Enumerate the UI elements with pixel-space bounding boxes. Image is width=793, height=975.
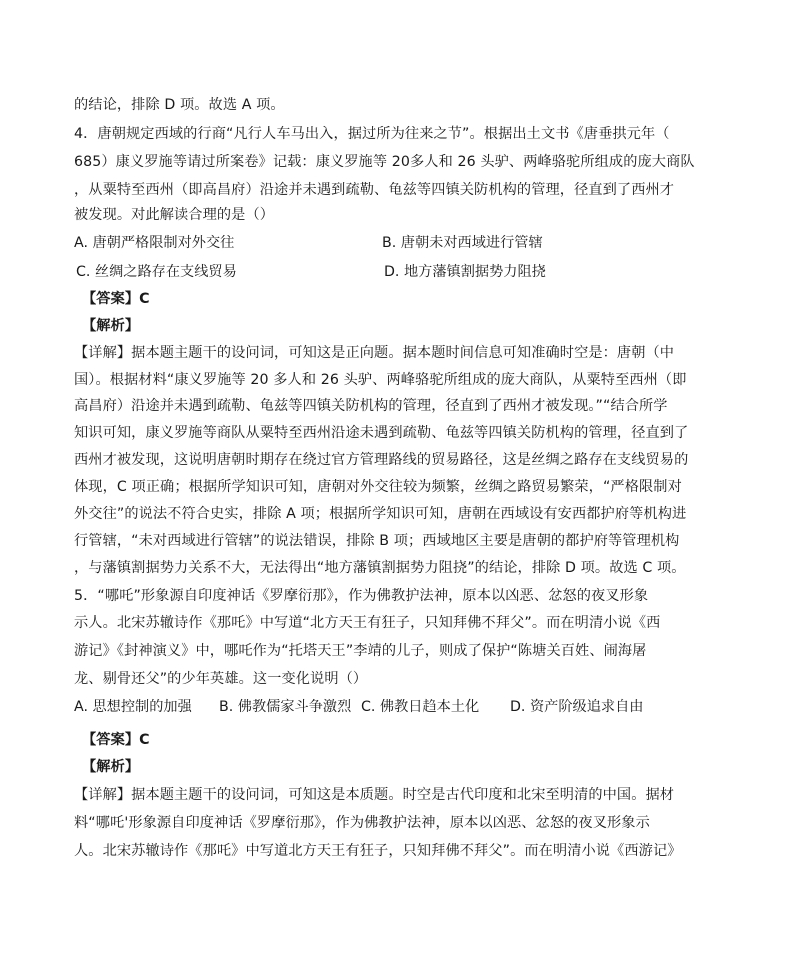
q5-option-c: C. 佛教日趋本土化 xyxy=(361,699,480,715)
q4-option-d: D. 地方藩镇割据势力阻挠 xyxy=(384,264,546,280)
q4-option-a: A. 唐朝严格限制对外交往 xyxy=(74,235,235,251)
q4-analysis-label: 【解析】 xyxy=(82,318,140,334)
q5-stem-line-3: 游记》《封神演义》中，哪吒作为“托塔天王”李靖的儿子，则成了保护“陈塘关百姓、闹海屠 xyxy=(74,643,647,659)
q4-detail-line-3: 高昌府）沿途并未遇到疏勒、龟兹等四镇关防机构的管理，径直到了西州才被发现。”“结合所学 xyxy=(74,398,668,414)
q5-option-b: B. 佛教儒家斗争激烈 xyxy=(219,699,352,715)
q4-stem-line-1: 4．唐朝规定西域的行商“凡行人车马出入，据过所为往来之节”。根据出土文书《唐垂拱元年（ xyxy=(74,126,670,142)
q5-stem-line-1: 5．“哪吒”形象源自印度神话《罗摩衍那》，作为佛教护法神，原本以凶恶、忿怒的夜叉形象 xyxy=(74,588,649,604)
q4-option-c: C. 丝绸之路存在支线贸易 xyxy=(76,264,237,280)
q4-stem-line-2: 685）康义罗施等请过所案卷》记载：康义罗施等 20多人和 26 头驴、两峰骆驼所组成的庞大商队 xyxy=(74,154,695,170)
previous-answer-tail: 的结论，排除 D 项。故选 A 项。 xyxy=(74,97,285,113)
q5-stem-line-2: 示人。北宋苏辙诗作《那吒》中写道“北方天王有狂子，只知拜佛不拜父”。而在明清小说《西 xyxy=(74,615,661,631)
q4-option-b: B. 唐朝未对西域进行管辖 xyxy=(382,235,543,251)
q5-detail-line-3: 人。北宋苏辙诗作《那吒》中写道北方天王有狂子，只知拜佛不拜父”。而在明清小说《西游记》 xyxy=(74,843,682,859)
q5-detail-line-2: 料“哪吒'形象源自印度神话《罗摩衍那》，作为佛教护法神，原本以凶恶、忿怒的夜叉形象示 xyxy=(74,815,650,831)
q4-detail-line-1: 【详解】据本题主题干的设问词，可知这是正向题。据本题时间信息可知准确时空是：唐朝（中 xyxy=(74,345,675,361)
q4-detail-line-9: ，与藩镇割据势力关系不大，无法得出“地方藩镇割据势力阻挠”的结论，排除 D 项。故选 C 项。 xyxy=(74,560,686,576)
q4-stem-line-4: 被发现。对此解读合理的是（） xyxy=(74,207,275,223)
q4-detail-line-4: 知识可知，康义罗施等商队从粟特至西州沿途未遇到疏勒、龟兹等四镇关防机构的管理，径直到了 xyxy=(74,425,689,441)
q4-detail-line-2: 国）。根据材料“康义罗施等 20 多人和 26 头驴、两峰骆驼所组成的庞大商队，从粟特至西州（即 xyxy=(74,372,687,388)
q4-answer: 【答案】C xyxy=(82,291,150,307)
q4-detail-line-6: 体现，C 项正确；根据所学知识可知，唐朝对外交往较为频繁，丝绸之路贸易繁荣，“严格限制对 xyxy=(74,479,682,495)
q5-option-d: D. 资产阶级追求自由 xyxy=(510,699,644,715)
q5-detail-line-1: 【详解】据本题主题干的设问词，可知这是本质题。时空是古代印度和北宋至明清的中国。据材 xyxy=(74,787,675,803)
q4-detail-line-8: 行管辖，“未对西域进行管辖”的说法错误，排除 B 项；西域地区主要是唐朝的都护府等管理机构 xyxy=(74,533,680,549)
q5-answer: 【答案】C xyxy=(82,732,150,748)
q4-detail-line-5: 西州才被发现，这说明唐朝时期存在绕过官方管理路线的贸易路径，这是丝绸之路存在支线贸易的 xyxy=(74,452,689,468)
q5-analysis-label: 【解析】 xyxy=(82,759,140,775)
q4-detail-line-7: 外交往”的说法不符合史实，排除 A 项；根据所学知识可知，唐朝在西域设有安西都护府等机构进 xyxy=(74,506,687,522)
q5-stem-line-4: 龙、剔骨还父”的少年英雄。这一变化说明（） xyxy=(74,671,368,687)
q5-option-a: A. 思想控制的加强 xyxy=(74,699,192,715)
q4-stem-line-3: ，从粟特至西州（即高昌府）沿途并未遇到疏勒、龟兹等四镇关防机构的管理，径直到了西州才 xyxy=(74,182,675,198)
